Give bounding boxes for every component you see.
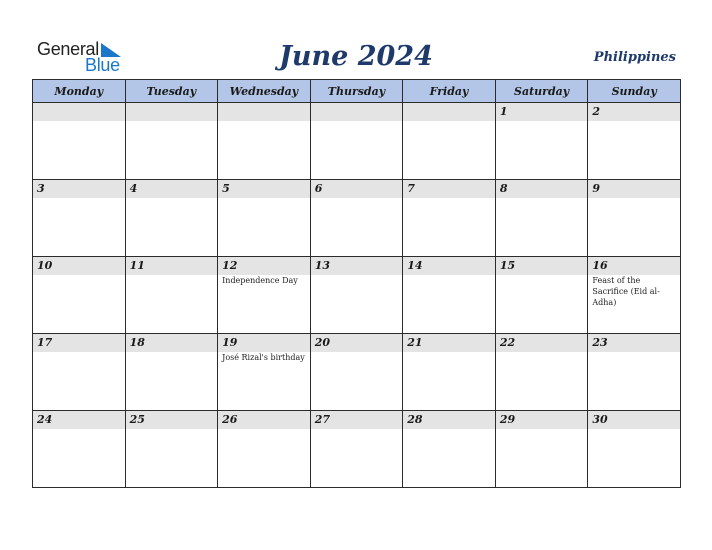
day-cell-content <box>588 180 680 256</box>
day-number-bar <box>126 334 218 352</box>
day-cell-content <box>33 180 125 256</box>
day-cell-content <box>33 334 125 410</box>
day-cell <box>33 103 126 180</box>
day-cell-content <box>403 103 495 179</box>
day-cell-content <box>403 180 495 256</box>
holiday-label: José Rizal's birthday <box>222 353 305 362</box>
day-number-bar <box>311 180 403 198</box>
week-row <box>33 257 681 334</box>
day-cell <box>125 411 218 488</box>
day-cell-content <box>496 180 588 256</box>
week-row <box>33 103 681 180</box>
day-number: 11 <box>129 259 145 272</box>
day-cell-content <box>33 103 125 179</box>
day-number-bar <box>588 411 680 429</box>
day-cell <box>218 257 311 334</box>
day-cell-content <box>496 334 588 410</box>
day-cell-content <box>403 411 495 487</box>
day-number-bar <box>311 411 403 429</box>
day-number-bar <box>218 180 310 198</box>
day-cell-content <box>126 411 218 487</box>
day-cell-content <box>588 334 680 410</box>
day-cell-content <box>126 334 218 410</box>
day-cell-content <box>218 411 310 487</box>
day-cell-content <box>126 257 218 333</box>
day-number: 28 <box>407 413 423 426</box>
day-number-bar <box>588 334 680 352</box>
day-number: 13 <box>314 259 330 272</box>
holiday-label: Feast of the Sacrifice (Eid al-Adha) <box>592 276 660 307</box>
day-cell-content <box>218 334 310 410</box>
day-number: 7 <box>407 182 415 195</box>
day-cell-content <box>588 103 680 179</box>
day-cell <box>588 257 681 334</box>
day-number: 20 <box>314 336 330 349</box>
day-number-bar <box>33 411 125 429</box>
country-name: Philippines <box>593 50 676 65</box>
day-cell <box>33 180 126 257</box>
day-number: 9 <box>592 182 601 195</box>
day-number: 24 <box>37 413 53 426</box>
day-cell-content <box>126 180 218 256</box>
weekday-header: Monday <box>33 80 126 103</box>
day-number-bar <box>218 257 310 275</box>
day-cell <box>403 180 496 257</box>
day-number: 26 <box>222 413 238 426</box>
day-cell-content <box>218 257 310 333</box>
day-number: 25 <box>129 413 145 426</box>
day-cell-content <box>33 257 125 333</box>
day-number: 6 <box>314 182 323 195</box>
day-cell-content <box>496 411 588 487</box>
day-cell <box>403 103 496 180</box>
day-number: 30 <box>592 413 608 426</box>
day-number-bar <box>403 334 495 352</box>
day-cell <box>218 411 311 488</box>
day-number-bar <box>496 103 588 121</box>
day-cell <box>125 334 218 411</box>
day-number-bar <box>126 180 218 198</box>
day-number-bar <box>496 257 588 275</box>
day-cell-content <box>403 334 495 410</box>
day-cell-content <box>126 103 218 179</box>
day-cell <box>33 334 126 411</box>
day-cell-content <box>311 334 403 410</box>
day-number-bar <box>496 334 588 352</box>
day-number-bar <box>588 180 680 198</box>
day-number: 2 <box>592 105 601 118</box>
day-number-bar <box>496 411 588 429</box>
day-number-bar <box>33 180 125 198</box>
day-number-bar <box>126 103 218 121</box>
day-cell-content <box>403 257 495 333</box>
day-number: 29 <box>499 413 516 426</box>
day-number-bar <box>33 257 125 275</box>
day-number: 17 <box>37 336 53 349</box>
day-cell <box>33 411 126 488</box>
day-number: 22 <box>499 336 516 349</box>
week-row <box>33 180 681 257</box>
day-cell-content <box>311 257 403 333</box>
day-cell <box>588 180 681 257</box>
day-number: 5 <box>222 182 230 195</box>
day-cell-content <box>588 411 680 487</box>
day-number: 12 <box>222 259 238 272</box>
day-number: 15 <box>499 259 516 272</box>
logo-text-general: General <box>37 39 99 59</box>
day-cell <box>310 411 403 488</box>
page-title: June 2024 <box>279 41 433 72</box>
day-cell <box>588 411 681 488</box>
day-number-bar <box>588 257 680 275</box>
day-cell <box>403 334 496 411</box>
day-cell <box>218 334 311 411</box>
day-cell <box>125 180 218 257</box>
day-cell-content <box>311 180 403 256</box>
day-number-bar <box>33 103 125 121</box>
day-number: 3 <box>37 182 45 195</box>
day-number-bar <box>218 411 310 429</box>
day-number: 14 <box>407 259 423 272</box>
day-number-bar <box>218 334 310 352</box>
day-cell <box>33 257 126 334</box>
day-number-bar <box>403 103 495 121</box>
day-cell-content <box>218 180 310 256</box>
day-cell <box>125 103 218 180</box>
day-cell-content <box>496 257 588 333</box>
day-number-bar <box>218 103 310 121</box>
week-row <box>33 334 681 411</box>
day-cell <box>495 180 588 257</box>
day-number: 23 <box>592 336 608 349</box>
day-number-bar <box>403 180 495 198</box>
day-cell <box>495 257 588 334</box>
day-cell <box>218 103 311 180</box>
day-number: 16 <box>592 259 608 272</box>
holiday-label: Independence Day <box>222 276 298 285</box>
day-cell <box>495 411 588 488</box>
week-row <box>33 411 681 488</box>
day-cell <box>310 180 403 257</box>
day-number: 8 <box>499 182 508 195</box>
day-cell-content <box>218 103 310 179</box>
weekday-header: Tuesday <box>125 80 218 103</box>
day-cell <box>403 257 496 334</box>
day-number: 21 <box>407 336 423 349</box>
day-cell <box>495 103 588 180</box>
calendar-grid <box>32 79 681 488</box>
logo-text-blue: Blue <box>85 55 120 75</box>
day-number-bar <box>311 257 403 275</box>
day-cell <box>218 180 311 257</box>
calendar-body <box>33 103 681 488</box>
day-number: 4 <box>129 182 138 195</box>
day-cell <box>495 334 588 411</box>
day-number-bar <box>403 257 495 275</box>
weekday-header: Thursday <box>310 80 403 103</box>
day-number: 19 <box>222 336 238 349</box>
day-cell-content <box>496 103 588 179</box>
day-number-bar <box>33 334 125 352</box>
weekday-header: Wednesday <box>218 80 311 103</box>
day-cell <box>588 103 681 180</box>
day-number-bar <box>126 257 218 275</box>
day-number-bar <box>403 411 495 429</box>
day-cell <box>403 411 496 488</box>
day-cell <box>588 334 681 411</box>
day-cell-content <box>311 411 403 487</box>
weekday-header: Sunday <box>588 80 681 103</box>
day-cell <box>310 334 403 411</box>
day-number: 1 <box>499 105 508 118</box>
day-cell-content <box>311 103 403 179</box>
day-number-bar <box>311 334 403 352</box>
day-cell-content <box>33 411 125 487</box>
day-number-bar <box>496 180 588 198</box>
weekday-header-row <box>33 80 681 103</box>
day-number-bar <box>311 103 403 121</box>
day-cell <box>310 257 403 334</box>
weekday-header: Saturday <box>495 80 588 103</box>
day-number: 18 <box>129 336 145 349</box>
day-cell <box>310 103 403 180</box>
day-number: 27 <box>314 413 330 426</box>
day-number-bar <box>126 411 218 429</box>
weekday-header: Friday <box>403 80 496 103</box>
day-cell-content <box>588 257 680 333</box>
day-number-bar <box>588 103 680 121</box>
day-number: 10 <box>37 259 53 272</box>
day-cell <box>125 257 218 334</box>
